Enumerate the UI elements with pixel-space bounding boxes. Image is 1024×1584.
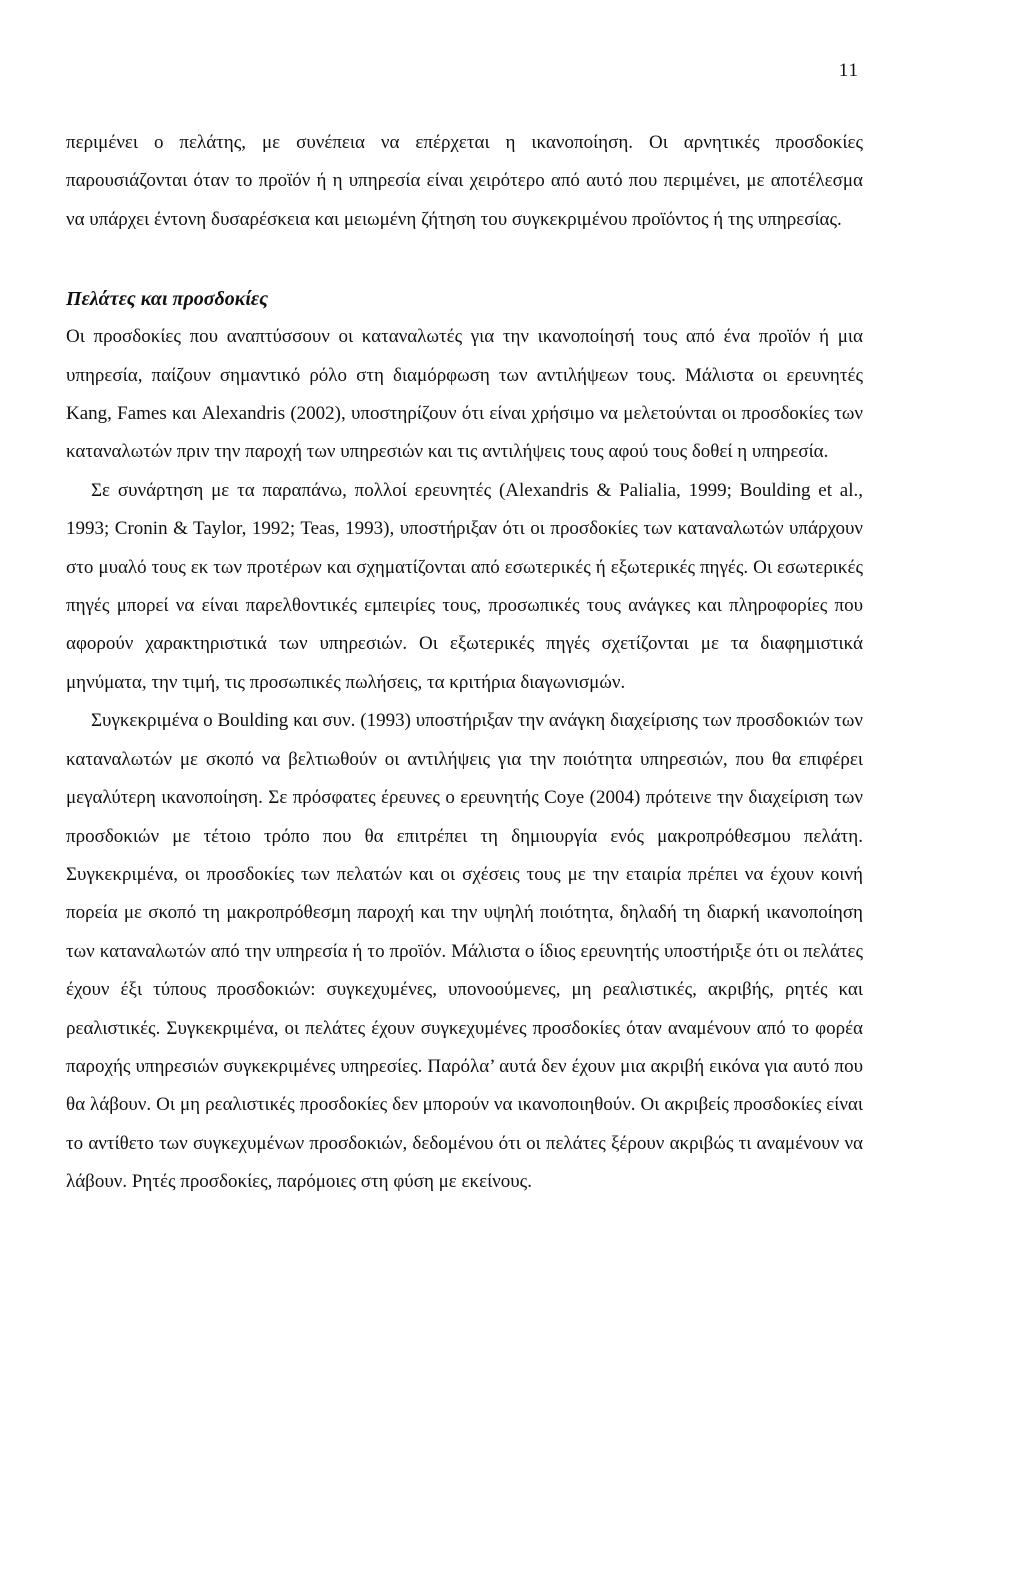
paragraph-expectation-types: Συγκεκριμένα ο Boulding και συν. (1993) υποστήριξαν την ανάγκη διαχείρισης των προσδοκιών των καταναλωτών με σκοπό να βελτιωθούν οι αντιλήψεις για την ποιότητα υπηρεσιών, που θα επιφέρει μεγαλύτερη ικανοποίηση. Σε πρόσφατες έρευνες ο ερευνητής Coye (2004) πρότεινε την διαχείριση των προσδοκιών με τέτοιο τρόπο που θα επιτρέπει τη δημιουργία ενός μακροπρόθεσμου πελάτη. Συγκεκριμένα, οι προσδοκίες των πελατών και οι σχέσεις τους με την εταιρία πρέπει να έχουν κοινή πορεία με σκοπό τη μακροπρόθεσμη παροχή και την υψηλή ποιότητα, δηλαδή τη διαρκή ικανοποίηση των καταναλωτών από την υπηρεσία ή το προϊόν. Μάλιστα ο ίδιος ερευνητής υποστήριξε ότι οι πελάτες έχουν έξι τύπους προσδοκιών: συγκεχυμένες, υπονοούμενες, μη ρεαλιστικές, ακριβής, ρητές και ρεαλιστικές. Συγκεκριμένα, οι πελάτες έχουν συγκεχυμένες προσδοκίες όταν αναμένουν από το φορέα παροχής υπηρεσιών συγκεκριμένες υπηρεσίες. Παρόλα’ αυτά δεν έχουν μια ακριβή εικόνα για αυτό που θα λάβουν. Οι μη ρεαλιστικές προσδοκίες δεν μπορούν να ικανοποιηθούν. Οι ακριβείς προσδοκίες είναι το αντίθετο των συγκεχυμένων προσδοκιών, δεδομένου ότι οι πελάτες ξέρουν ακριβώς τι αναμένουν να λάβουν. Ρητές προσδοκίες, παρόμοιες στη φύση με εκείνους.: [66, 710, 863, 1193]
page-number: 11: [838, 60, 859, 81]
paragraph-internal-external-sources: Σε συνάρτηση με τα παραπάνω, πολλοί ερευνητές (Alexandris & Palialia, 1999; Boulding et al., 1993; Cronin & Taylor, 1992; Teas, 1993), υποστήριξαν ότι οι προσδοκίες των καταναλωτών υπάρχουν στο μυαλό τους εκ των προτέρων και σχηματίζονται από εσωτερικές ή εξωτερικές πηγές. Οι εσωτερικές πηγές μπορεί να είναι παρελθοντικές εμπειρίες τους, προσωπικές τους ανάγκες και πληροφορίες που αφορούν χαρακτηριστικά των υπηρεσιών. Οι εξωτερικές πηγές σχετίζονται με τα διαφημιστικά μηνύματα, την τιμή, τις προσωπικές πωλήσεις, τα κριτήρια διαγωνισμών.: [66, 479, 863, 693]
paragraph-customer-expectations: Οι προσδοκίες που αναπτύσσουν οι καταναλωτές για την ικανοποίησή τους από ένα προϊόν ή μια υπηρεσία, παίζουν σημαντικό ρόλο στη διαμόρφωση των αντιλήψεων τους. Μάλιστα οι ερευνητές Kang, Fames και Alexandris (2002), υποστηρίζουν ότι είναι χρήσιμο να μελετούνται οι προσδοκίες των καταναλωτών πριν την παροχή των υπηρεσιών και τις αντιλήψεις τους αφού τους δοθεί η υπηρεσία.: [66, 326, 863, 463]
section-spacer: [66, 239, 863, 280]
document-body: [66, 124, 863, 1202]
paragraph-expectations-intro: περιμένει ο πελάτης, με συνέπεια να επέρχεται η ικανοποίηση. Οι αρνητικές προσδοκίες παρουσιάζονται όταν το προϊόν ή η υπηρεσία είναι χειρότερο από αυτό που περιμένει, με αποτέλεσμα να υπάρχει έντονη δυσαρέσκεια και μειωμένη ζήτηση του συγκεκριμένου προϊόντος ή της υπηρεσίας.: [66, 132, 863, 230]
section-heading: Πελάτες και προσδοκίες: [66, 288, 269, 311]
